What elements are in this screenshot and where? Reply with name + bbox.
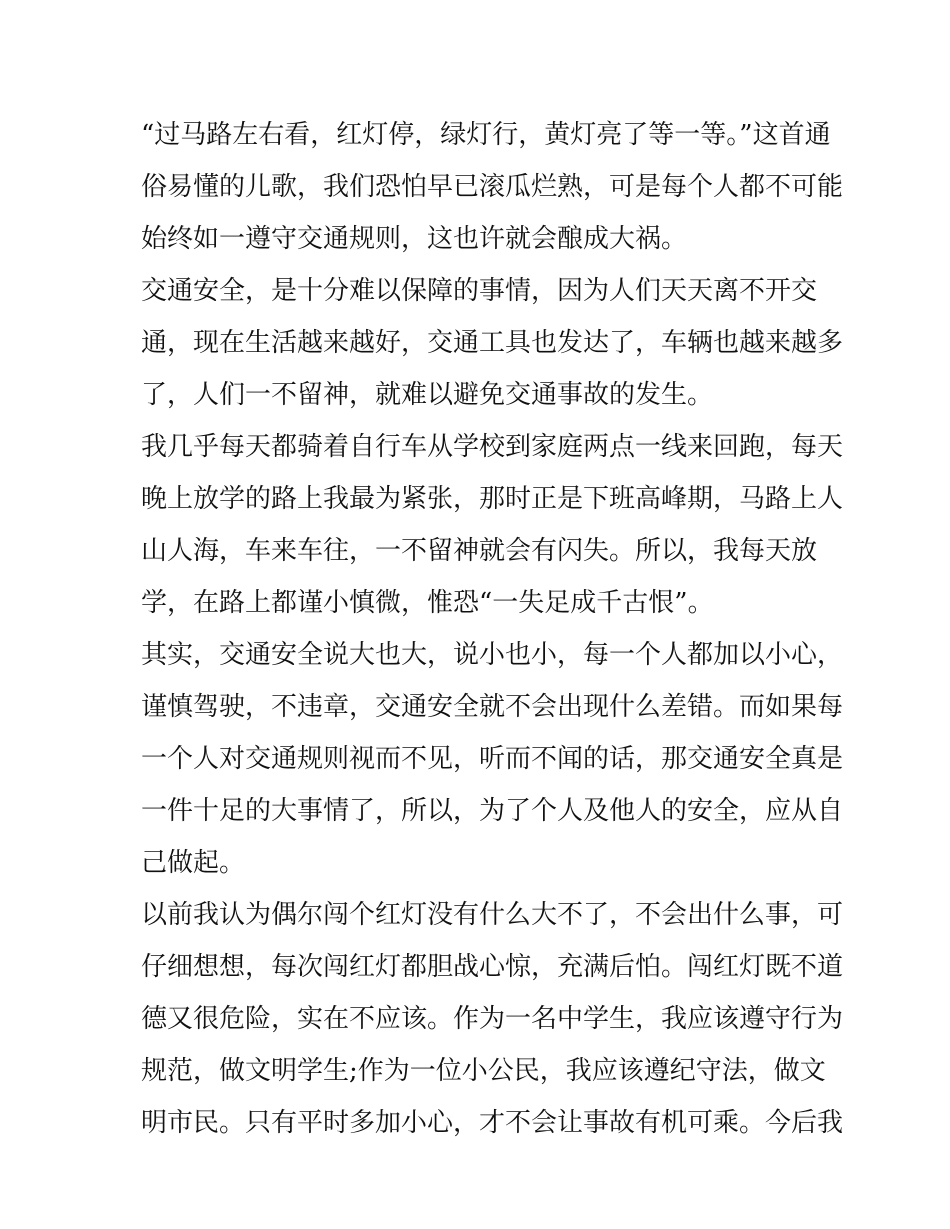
text-line: 学，在路上都谨小慎微，惟恐“一失足成千古恨”。 <box>141 588 714 618</box>
text-line: 一个人对交通规则视而不见，听而不闻的话，那交通安全真是 <box>141 744 844 774</box>
text-line: 一件十足的大事情了，所以，为了个人及他人的安全，应从自 <box>141 796 844 826</box>
paragraph-4 <box>141 629 844 889</box>
text-line: 德又很危险，实在不应该。作为一名中学生，我应该遵守行为 <box>141 1004 844 1034</box>
paragraph-2 <box>141 265 844 421</box>
paragraph-3 <box>141 421 844 629</box>
text-line: 俗易懂的儿歌，我们恐怕早已滚瓜烂熟，可是每个人都不可能 <box>141 172 844 202</box>
text-line: 仔细想想，每次闯红灯都胆战心惊，充满后怕。闯红灯既不道 <box>141 952 844 982</box>
text-line: 始终如一遵守交通规则，这也许就会酿成大祸。 <box>141 224 688 254</box>
paragraph-5 <box>141 889 844 1149</box>
text-line: 其实，交通安全说大也大，说小也小，每一个人都加以小心， <box>141 640 844 670</box>
text-line: 以前我认为偶尔闯个红灯没有什么大不了，不会出什么事，可 <box>141 900 844 930</box>
text-line: 了，人们一不留神，就难以避免交通事故的发生。 <box>141 380 714 410</box>
text-line: “过马路左右看，红灯停，绿灯行，黄灯亮了等一等。”这首通 <box>141 120 831 150</box>
paragraph-1 <box>141 109 844 265</box>
text-line: 我几乎每天都骑着自行车从学校到家庭两点一线来回跑，每天 <box>141 432 844 462</box>
text-line: 晚上放学的路上我最为紧张，那时正是下班高峰期，马路上人 <box>141 484 844 514</box>
text-line: 明市民。只有平时多加小心，才不会让事故有机可乘。今后我 <box>141 1108 844 1138</box>
text-line: 交通安全，是十分难以保障的事情，因为人们天天离不开交 <box>141 276 818 306</box>
text-line: 通，现在生活越来越好，交通工具也发达了，车辆也越来越多 <box>141 328 844 358</box>
text-line: 己做起。 <box>141 848 246 878</box>
text-line: 谨慎驾驶，不违章，交通安全就不会出现什么差错。而如果每 <box>141 692 844 722</box>
document-body <box>141 109 844 1149</box>
text-line: 山人海，车来车往，一不留神就会有闪失。所以，我每天放 <box>141 536 818 566</box>
text-line: 规范，做文明学生;作为一位小公民，我应该遵纪守法，做文 <box>141 1056 826 1086</box>
